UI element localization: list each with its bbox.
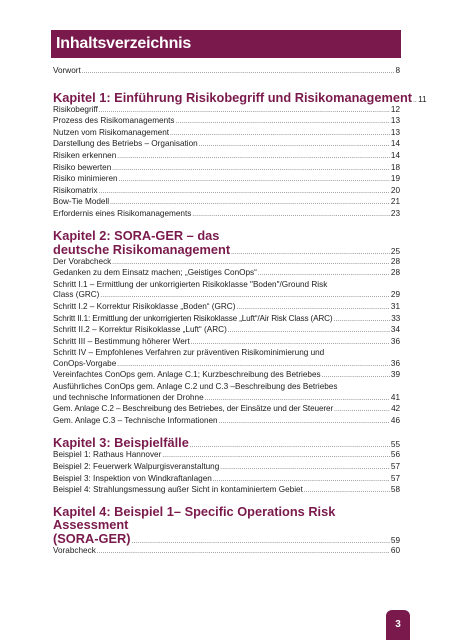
toc-entry-page: 20 [390,185,400,195]
toc-entry[interactable] [53,416,400,428]
toc-entry-title: Schritt III – Bestimmung höherer Wert [53,336,190,346]
dot-leader [117,360,390,371]
dot-leader [413,98,417,104]
page-number: 3 [395,619,401,630]
toc-entry-continuation[interactable]: Ausführliches ConOps gem. Anlage C.2 und C.3 –Beschreibung des Betriebes [53,382,338,392]
toc-entry[interactable] [53,139,400,151]
toc-entry-page: 31 [390,301,400,311]
dot-leader [100,291,389,302]
dot-leader [334,405,390,416]
chapter-title: deutsche Risikomanagement [53,241,231,257]
toc-entry-page: 57 [390,462,400,472]
dot-leader [190,443,390,449]
dot-leader [99,187,390,198]
toc-entry-page: 19 [390,174,400,184]
dot-leader [322,371,390,382]
toc-entry-title: Risiken erkennen [53,150,117,160]
toc-entry-continuation[interactable]: Schritt IV – Empfohlenes Verfahren zur präventiven Risikominimierung und [53,348,325,358]
toc-entry[interactable] [53,163,400,175]
toc-entry-page: 13 [390,116,400,126]
toc-entry-page: 34 [390,325,400,335]
dot-leader [176,117,390,128]
chapter-title: Kapitel 3: Beispielfälle [53,435,189,451]
dot-leader [170,129,390,140]
dot-leader [304,486,390,497]
chapter-2-heading[interactable] [53,242,400,257]
toc-entry-title: Vorwort [53,66,81,75]
toc-entry-page: 23 [390,208,400,218]
toc-entry[interactable] [53,393,400,405]
toc-entry-title: Schritt II.1: Ermittlung der unkorrigierten Risikoklasse „Luft“/Air Risk Class (ARC) [53,313,333,323]
toc-entry-title: und technische Informationen der Drohne [53,392,204,402]
toc-entry-page: 28 [390,256,400,266]
toc-entry-title: Beispiel 4: Strahlungsmessung außer Sicht in kontaminiertem Gebiet [53,485,303,495]
toc-entry-title: Prozess des Risikomanagements [53,116,175,126]
toc-entry-page: 41 [390,392,400,402]
dot-leader [228,326,390,337]
chapter-page: 11 [418,94,427,104]
toc-entry-page: 60 [390,545,400,555]
dot-leader [199,140,390,151]
toc-entry-page: 21 [390,197,400,207]
dot-leader [112,164,390,175]
toc-entry-page: 46 [390,415,400,425]
dot-leader [119,175,390,186]
toc-entry[interactable] [53,290,400,302]
toc-entry-title: Bow-Tie Modell [53,197,110,207]
toc-entry[interactable] [53,485,400,497]
toc-entry-title: Vorabcheck [53,545,96,555]
dot-leader [192,210,390,221]
toc-entry-page: 18 [390,162,400,172]
toc-header [51,30,401,58]
toc-entry[interactable] [53,450,400,462]
toc-entry-title: Beispiel 2: Feuerwerk Walpurgisveranstaltung [53,462,220,472]
toc-entry-page: 58 [390,485,400,495]
dot-leader [231,250,390,256]
dot-leader [117,152,390,163]
dot-leader [219,417,390,428]
toc-entry-page: 39 [390,370,400,380]
toc-entry-title: Erfordernis eines Risikomanagements [53,208,192,218]
chapter-page: 59 [390,535,400,545]
toc-entry-page: 13 [390,127,400,137]
toc-entry-title: Schritt I.2 – Korrektur Risikoklasse „Boden“ (GRC) [53,301,236,311]
chapter-1-heading[interactable] [53,89,427,105]
toc-entry[interactable] [53,359,400,371]
toc-entry-page: 28 [390,268,400,278]
toc-entry[interactable] [53,302,400,314]
toc-entry-title: Risikomatrix [53,185,98,195]
chapter-title: (SORA-GER) [53,530,131,546]
dot-leader [132,539,390,545]
toc-entry-page: 12 [390,104,400,114]
toc-entry[interactable] [53,314,400,326]
chapter-3-heading[interactable] [53,435,400,450]
toc-entry-continuation[interactable]: Schritt I.1 – Ermittlung der unkorrigierten Risikoklasse "Boden"/Ground Risk [53,279,328,289]
toc-header-title: Inhaltsverzeichnis [56,35,192,52]
dot-leader [97,547,390,558]
toc-entry-title: Class (GRC) [53,290,100,300]
dot-leader [205,394,390,405]
chapter-2-title-line1[interactable]: Kapitel 2: SORA-GER – das [53,227,220,243]
toc-entry-title: ConOps-Vorgabe [53,358,117,368]
toc-entry-page: 57 [390,473,400,483]
toc-entry-page: 14 [390,139,400,149]
toc-entry[interactable] [53,209,400,221]
toc-entry[interactable] [53,337,400,349]
chapter-title: Kapitel 1: Einführung Risikobegriff und Risikomanagement [53,89,413,105]
toc-entry-title: Gedanken zu dem Einsatz machen; „Geistiges ConOps“ [53,268,257,278]
toc-entry-page: 36 [390,358,400,368]
toc-entry-page: 42 [391,404,400,414]
table-of-contents [53,66,427,557]
toc-entry-title: Gem. Anlage C.2 – Beschreibung des Betriebes, der Einsätze und der Steuerer [53,404,334,414]
toc-entry-title: Schritt II.2 – Korrektur Risikoklasse „Luft“ (ARC) [53,325,227,335]
dot-leader [191,338,390,349]
toc-entry[interactable] [53,370,400,382]
toc-entry[interactable] [53,116,400,128]
toc-entry-page: 29 [390,290,400,300]
toc-entry-title: Darstellung des Betriebs – Organisation [53,139,198,149]
chapter-4-heading[interactable] [53,531,400,546]
dot-leader [258,269,390,280]
toc-entry-title: Der Vorabcheck [53,256,112,266]
toc-entry[interactable] [53,546,400,558]
toc-entry-title: Risiko minimieren [53,174,118,184]
toc-entry-title: Nutzen vom Risikomanagement [53,127,170,137]
toc-entry-page: 56 [390,450,400,460]
dot-leader [220,463,390,474]
chapter-page: 55 [390,440,400,450]
toc-entry-title: Vereinfachtes ConOps gem. Anlage C.1; Kurzbeschreibung des Betriebes [53,370,321,380]
toc-entry[interactable] [53,404,400,416]
toc-entry-page: 14 [390,150,400,160]
chapter-4-title-line1[interactable]: Kapitel 4: Beispiel 1– Specific Operations Risk Assessment [53,503,336,532]
toc-entry[interactable] [53,174,400,186]
toc-entry[interactable] [53,197,400,209]
dot-leader [213,475,390,486]
toc-entry-title: Beispiel 1: Rathaus Hannover [53,450,162,460]
toc-entry[interactable] [53,151,400,163]
toc-entry-page: 33 [391,313,400,323]
toc-entry[interactable] [53,186,400,198]
toc-entry[interactable] [53,268,400,280]
toc-entry[interactable] [53,105,400,117]
toc-entry-title: Gem. Anlage C.3 – Technische Informationen [53,415,218,425]
toc-entry[interactable] [53,325,400,337]
dot-leader [162,451,390,462]
toc-entry[interactable] [53,257,400,269]
dot-leader [99,106,390,117]
toc-entry-title: Risikobegriff [53,104,98,114]
toc-entry-page: 8 [395,66,400,75]
dot-leader [82,67,395,78]
toc-entry-title: Beispiel 3: Inspektion von Windkraftanlagen [53,473,212,483]
toc-entry-vorwort[interactable] [53,66,400,78]
dot-leader [112,258,390,269]
dot-leader [110,198,390,209]
toc-entry-title: Risiko bewerten [53,162,112,172]
chapter-page: 25 [390,246,400,256]
toc-entry[interactable] [53,474,400,486]
toc-entry-page: 36 [390,336,400,346]
dot-leader [236,303,389,314]
page-number-badge [386,610,410,640]
dot-leader [334,315,391,326]
toc-entry[interactable] [53,462,400,474]
toc-entry[interactable] [53,128,400,140]
